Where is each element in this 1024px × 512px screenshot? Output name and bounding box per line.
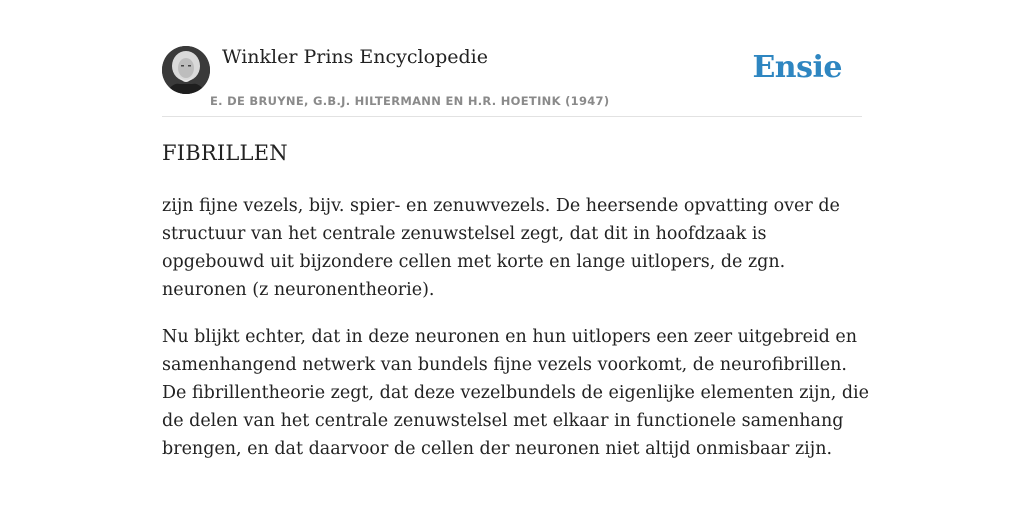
source-authors: E. DE BRUYNE, G.B.J. HILTERMANN EN H.R. HOETINK (1947) <box>210 94 610 108</box>
brand-logo[interactable]: Ensie <box>752 50 842 85</box>
entry-body <box>162 192 872 482</box>
portrait-icon <box>162 46 210 94</box>
entry-paragraph: Nu blijkt echter, dat in deze neuronen en hun uitlopers een zeer uitgebreid en samenhangend netwerk van bundels fijne vezels voorkomt, de neurofibrillen. De fibrillentheorie zegt, dat deze vezelbundels de eigenlijke elementen zijn, die de delen van het centrale zenuwstelsel met elkaar in functionele samenhang brengen, en dat daarvoor de cellen der neuronen niet altijd onmisbaar zijn. <box>162 327 870 459</box>
source-avatar[interactable] <box>162 46 210 94</box>
entry-title: FIBRILLEN <box>162 141 288 165</box>
source-header <box>162 46 862 117</box>
source-title[interactable]: Winkler Prins Encyclopedie <box>222 46 488 68</box>
entry-paragraph: zijn fijne vezels, bijv. spier- en zenuwvezels. De heersende opvatting over de structuur van het centrale zenuwstelsel zegt, dat dit in hoofdzaak is opgebouwd uit bijzondere cellen met korte en lange uitlopers, de zgn. neuronen (z neuronentheorie). <box>162 196 840 300</box>
